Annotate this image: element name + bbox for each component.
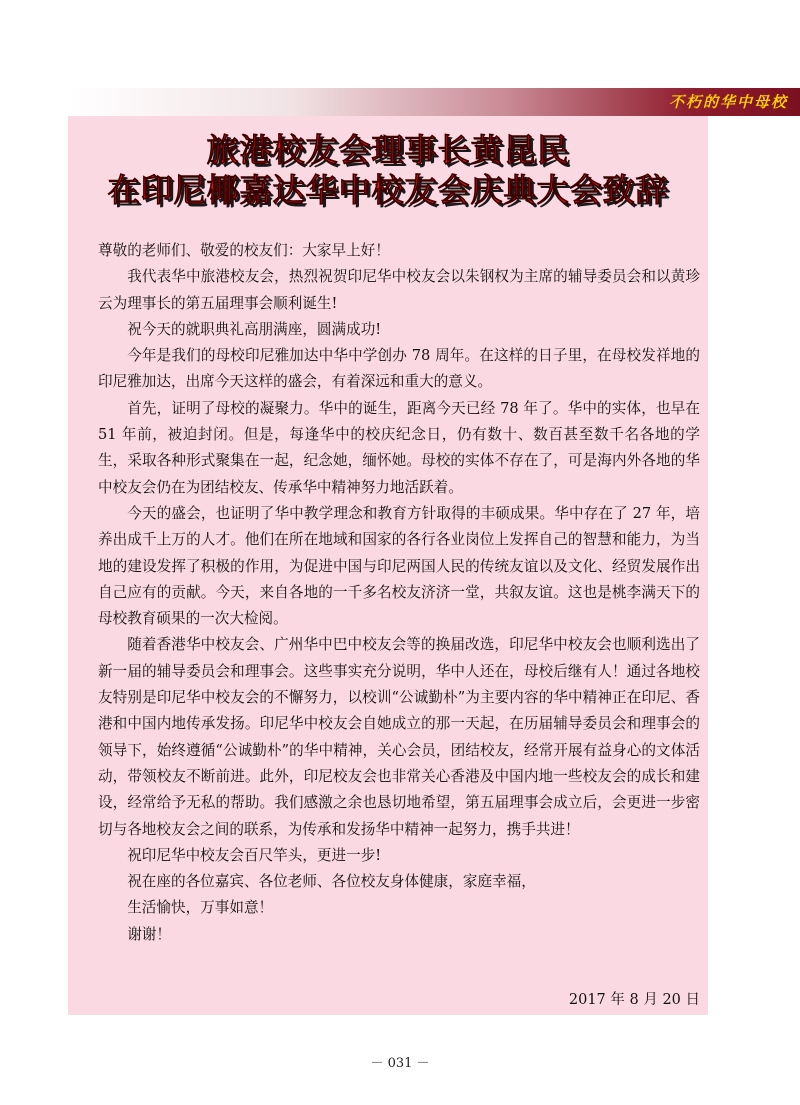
page-number: － 031 － — [370, 1056, 430, 1071]
paragraph: 祝今天的就职典礼高朋满座，圆满成功! — [127, 320, 382, 338]
article-title — [68, 130, 708, 210]
paragraph: 今年是我们的母校印尼雅加达中华中学创办 78 周年。在这样的日子里，在母校发祥地的印尼雅加达，出席今天这样的盛会，有着深远和重大的意义。 — [98, 347, 700, 391]
paragraph: 谢谢！ — [127, 925, 171, 943]
paragraph: 今天的盛会，也证明了华中教学理念和教育方针取得的丰硕成果。华中存在了 27 年，培养出成千上万的人才。他们在所在地域和国家的各行各业岗位上发挥自己的智慧和能力，为当地的建设发挥了积极的作用，为促进中国与印尼两国人民的传统友谊以及文化、经贸发展作出自己应有的贡献。今天，来自各地的一千多名校友济济一堂，共叙友谊。这也是桃李满天下的母校教育硕果的一次大检阅。 — [98, 504, 700, 628]
title-line-2: 在印尼椰嘉达华中校友会庆典大会致辞 — [107, 171, 669, 209]
paragraph: 祝在座的各位嘉宾、各位老师、各位校友身体健康，家庭幸福， — [127, 873, 536, 891]
title-line-1: 旅港校友会理事长黄昆民 — [206, 131, 570, 169]
header-title: 不朽的华中母校 — [668, 93, 788, 111]
paragraph-greeting: 尊敬的老师们、敬爱的校友们：大家早上好！ — [98, 242, 390, 259]
header-band — [68, 88, 800, 116]
paragraph: 首先，证明了母校的凝聚力。华中的诞生，距离今天已经 78 年了。华中的实体，也早在 51 年前，被迫封闭。但是，每逢华中的校庆纪念日，仍有数十、数百甚至数千名各地的学生，采取各种形式聚集在一起，纪念她，缅怀她。母校的实体不存在了，可是海内外各地的华中校友会仍在为团结校友、传承华中精神努力地活跃着。 — [98, 399, 700, 496]
paragraph: 随着香港华中校友会、广州华中巴中校友会等的换届改选，印尼华中校友会也顺利选出了新一届的辅导委员会和理事会。这些事实充分说明，华中人还在，母校后继有人！通过各地校友特别是印尼华中校友会的不懈努力，以校训“公诚勤朴”为主要内容的华中精神正在印尼、香港和中国内地传承发扬。印尼华中校友会自她成立的那一天起，在历届辅导委员会和理事会的领导下，始终遵循“公诚勤朴”的华中精神，关心会员，团结校友，经常开展有益身心的文体活动，带领校友不断前进。此外，印尼校友会也非常关心香港及中国内地一些校友会的成长和建设，经常给予无私的帮助。我们感激之余也恳切地希望，第五届理事会成立后，会更进一步密切与各地校友会之间的联系，为传承和发扬华中精神一起努力，携手共进！ — [98, 636, 700, 838]
article-body — [98, 238, 700, 948]
article-date: 2017 年 8 月 20 日 — [568, 992, 700, 1008]
paragraph: 我代表华中旅港校友会，热烈祝贺印尼华中校友会以朱钢权为主席的辅导委员会和以黄珍云为理事长的第五届理事会顺利诞生! — [98, 268, 700, 312]
paragraph: 生活愉快，万事如意！ — [127, 899, 274, 917]
paragraph: 祝印尼华中校友会百尺竿头，更进一步! — [127, 846, 382, 864]
